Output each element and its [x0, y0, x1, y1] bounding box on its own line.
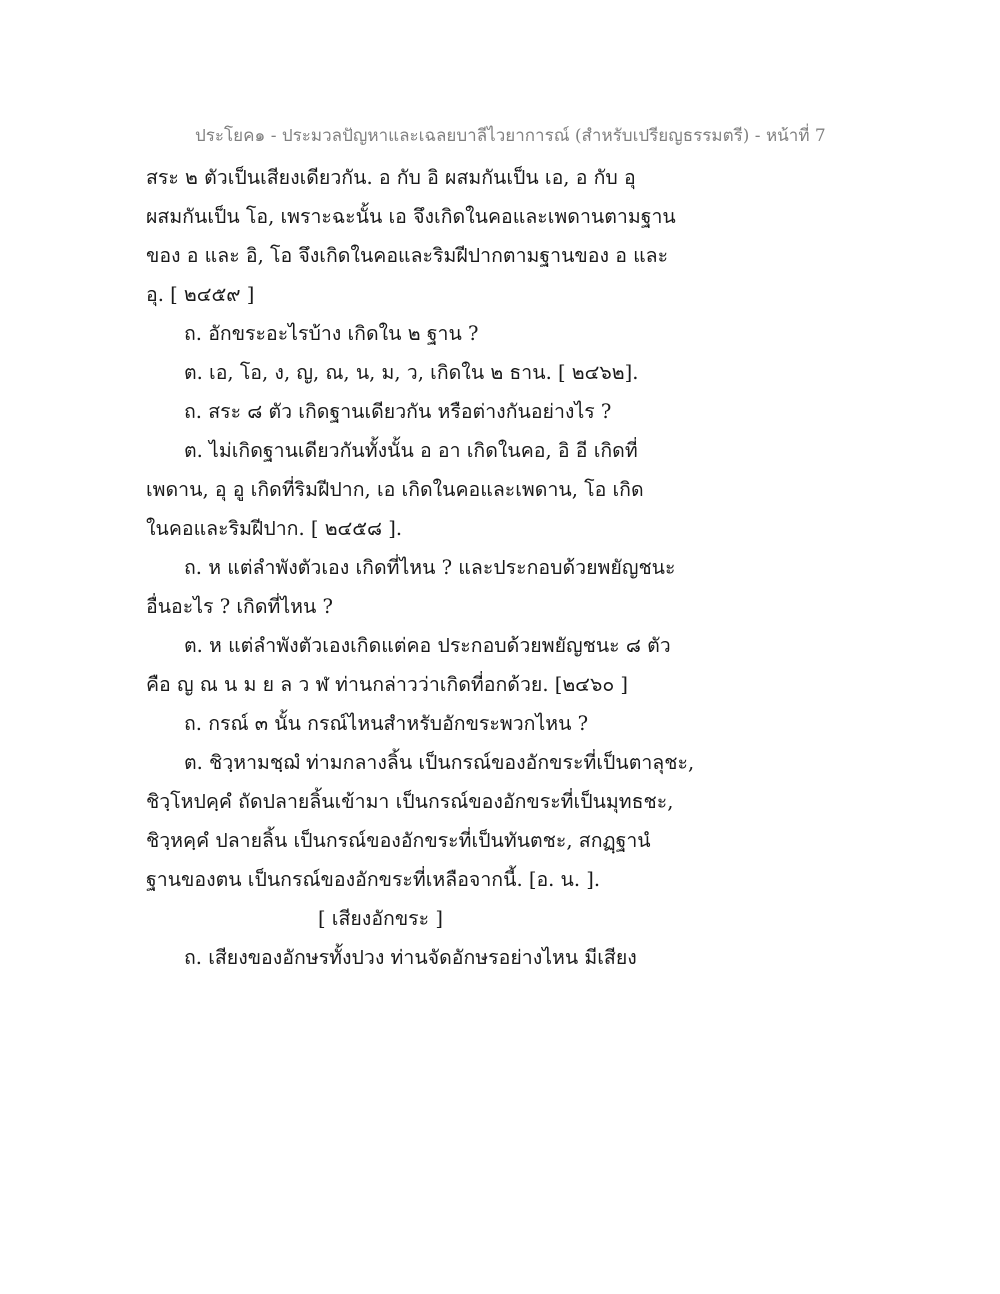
text-line: ในคอและริมฝีปาก. [ ๒๔๕๘ ].	[146, 517, 403, 540]
text-line: ฐานของตน เป็นกรณ์ของอักขระที่เหลือจากนี้. [อ. น. ].	[146, 868, 601, 891]
text-line: อื่นอะไร ? เกิดที่ไหน ?	[146, 595, 333, 618]
text-line: ของ อ และ อิ, โอ จึงเกิดในคอและริมฝีปากตามฐานของ อ และ	[146, 244, 669, 267]
question-line: ถ. สระ ๘ ตัว เกิดฐานเดียวกัน หรือต่างกันอย่างไร ?	[184, 400, 612, 423]
text-line: ชิวฺหคฺคํ ปลายลิ้น เป็นกรณ์ของอักขระที่เป็นทันตชะ, สกฏฺฐานํ	[146, 829, 651, 852]
question-line: ถ. ห แต่ลำพังตัวเอง เกิดที่ไหน ? และประกอบด้วยพยัญชนะ	[184, 556, 676, 579]
answer-line: ต. ห แต่ลำพังตัวเองเกิดแต่คอ ประกอบด้วยพยัญชนะ ๘ ตัว	[184, 634, 671, 657]
text-line: เพดาน, อุ อู เกิดที่ริมฝีปาก, เอ เกิดในคอและเพดาน, โอ เกิด	[146, 478, 644, 501]
text-line: อุ. [ ๒๔๕๙ ]	[146, 283, 255, 306]
answer-line: ต. เอ, โอ, ง, ญ, ณ, น, ม, ว, เกิดใน ๒ ธาน. [ ๒๔๖๒].	[184, 361, 639, 384]
running-header: ประโยค๑ - ประมวลปัญหาและเฉลยบาลีไวยาการณ์ (สำหรับเปรียญธรรมตรี) - หน้าที่ 7	[195, 126, 826, 146]
answer-line: ต. ชิวฺหามชฺฌํ ท่ามกลางลิ้น เป็นกรณ์ของอักขระที่เป็นตาลุชะ,	[184, 751, 695, 774]
question-line: ถ. อักขระอะไรบ้าง เกิดใน ๒ ฐาน ?	[184, 322, 479, 345]
question-line: ถ. เสียงของอักษรทั้งปวง ท่านจัดอักษรอย่างไหน มีเสียง	[184, 946, 637, 969]
question-line: ถ. กรณ์ ๓ นั้น กรณ์ไหนสำหรับอักขระพวกไหน ?	[184, 712, 589, 735]
text-line: สระ ๒ ตัวเป็นเสียงเดียวกัน. อ กับ อิ ผสมกันเป็น เอ, อ กับ อุ	[146, 166, 636, 189]
text-line: คือ ญ ณ น ม ย ล ว ฬ ท่านกล่าวว่าเกิดที่อกด้วย. [๒๔๖๐ ]	[146, 673, 629, 696]
text-line: ผสมกันเป็น โอ, เพราะฉะนั้น เอ จึงเกิดในคอและเพดานตามฐาน	[146, 205, 676, 228]
answer-line: ต. ไม่เกิดฐานเดียวกันทั้งนั้น อ อา เกิดในคอ, อิ อี เกิดที่	[184, 439, 638, 462]
text-line: ชิวฺโหปคฺคํ ถัดปลายลิ้นเข้ามา เป็นกรณ์ของอักขระที่เป็นมุทธชะ,	[146, 790, 674, 813]
body-text	[146, 158, 695, 977]
section-heading: [ เสียงอักขระ ]	[318, 907, 443, 930]
